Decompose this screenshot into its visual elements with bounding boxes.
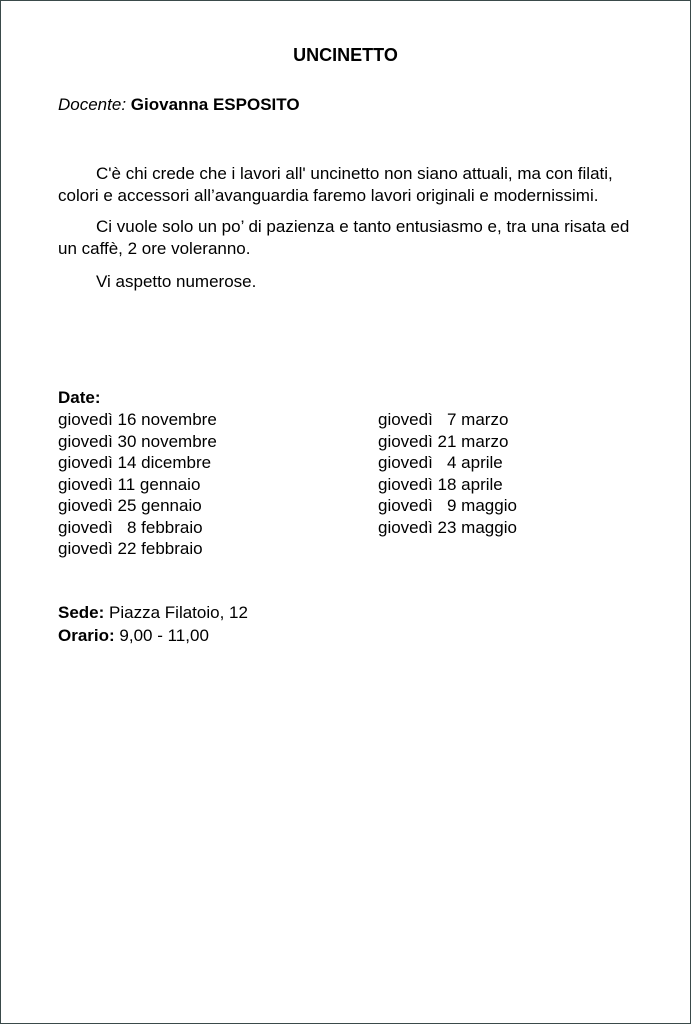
- document-title: UNCINETTO: [293, 45, 398, 65]
- date-item: giovedì 18 aprile: [378, 474, 503, 494]
- date-item: giovedì 4 aprile: [378, 453, 503, 472]
- teacher-line: [58, 94, 300, 116]
- date-item: giovedì 14 dicembre: [58, 453, 212, 472]
- dates-list-right: [378, 409, 517, 538]
- closing-paragraph: Vi aspetto numerose.: [96, 272, 257, 291]
- description-paragraph: Ci vuole solo un po’ di pazienza e tanto entusiasmo e, tra una risata ed un caffè, 2 ore voleranno.: [58, 217, 630, 258]
- date-item: giovedì 7 marzo: [378, 410, 509, 429]
- teacher-label: Docente:: [58, 95, 127, 114]
- description-paragraph: C'è chi crede che i lavori all' uncinetto non siano attuali, ma con filati, colori e accessori all’avanguardia faremo lavori originali e modernissimi.: [58, 164, 613, 205]
- schedule-line: [58, 625, 209, 647]
- date-item: giovedì 9 maggio: [378, 496, 517, 515]
- date-item: giovedì 8 febbraio: [58, 517, 203, 537]
- date-item: giovedì 25 gennaio: [58, 496, 202, 515]
- schedule-label: Orario:: [58, 626, 115, 645]
- venue-value: Piazza Filatoio, 12: [109, 603, 248, 622]
- date-item: giovedì 16 novembre: [58, 410, 217, 429]
- date-item: giovedì 21 marzo: [378, 431, 509, 451]
- dates-label: Date:: [58, 388, 101, 407]
- date-item: giovedì 22 febbraio: [58, 539, 203, 558]
- dates-list-left: [58, 409, 217, 560]
- date-item: giovedì 11 gennaio: [58, 474, 201, 494]
- venue-line: [58, 602, 248, 624]
- schedule-value: 9,00 - 11,00: [119, 626, 209, 645]
- date-item: giovedì 30 novembre: [58, 431, 217, 451]
- venue-label: Sede:: [58, 603, 105, 622]
- teacher-name: Giovanna ESPOSITO: [130, 95, 300, 114]
- date-item: giovedì 23 maggio: [378, 517, 517, 537]
